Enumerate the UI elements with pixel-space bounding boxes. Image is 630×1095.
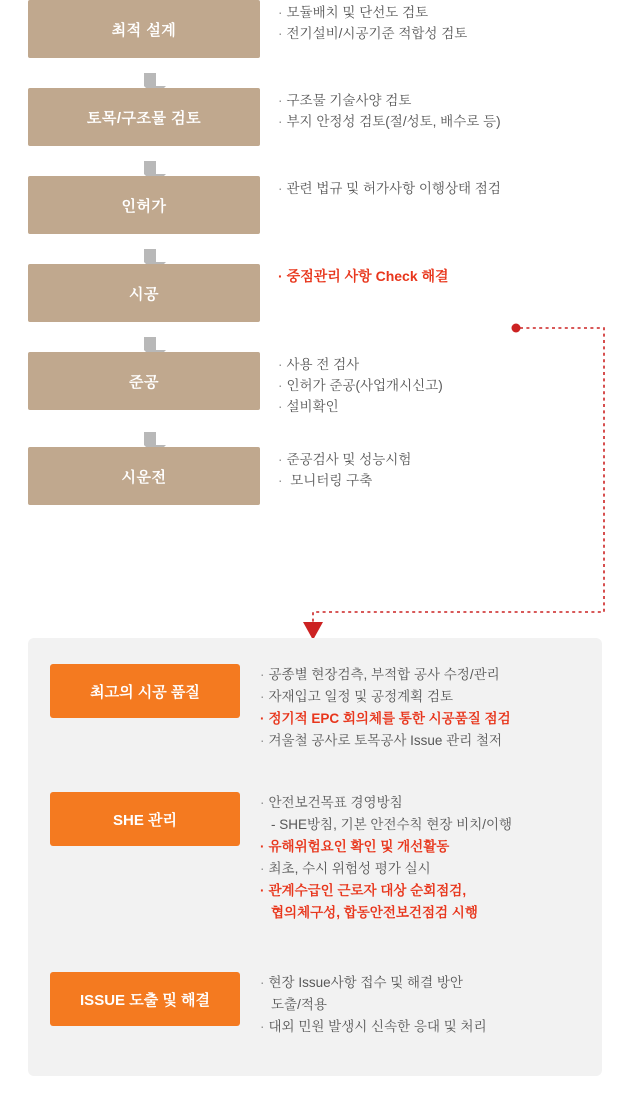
desc-line	[260, 730, 511, 752]
desc-line	[260, 858, 512, 880]
focus-management-panel	[28, 638, 602, 1076]
flow-row	[0, 88, 630, 146]
bullet-icon: ·	[260, 795, 265, 810]
desc-line-highlight	[260, 708, 511, 730]
bullet-icon: ·	[278, 452, 283, 467]
bullet-icon: ·	[260, 839, 265, 854]
arrow-stem	[144, 73, 156, 86]
panel-row-quality	[50, 664, 511, 752]
desc-line-highlight	[278, 266, 630, 287]
desc-text: 구조물 기술사양 검토	[286, 93, 412, 108]
flow-row	[0, 447, 630, 505]
stage-box-commissioning[interactable]: 시운전	[28, 447, 260, 505]
desc-text: 안전보건목표 경영방침	[268, 795, 403, 810]
desc-line-highlight	[260, 836, 512, 858]
arrow-down-icon	[0, 146, 288, 176]
desc-text: 부지 안정성 검토(절/성토, 배수로 등)	[286, 114, 501, 129]
stage-box-optimal-design[interactable]: 최적 설계	[28, 0, 260, 58]
bullet-icon: ·	[278, 26, 283, 41]
bullet-icon: ·	[278, 378, 283, 393]
bullet-icon: ·	[278, 93, 283, 108]
desc-line	[278, 90, 630, 111]
desc-line	[260, 814, 512, 836]
bullet-icon: ·	[278, 181, 283, 196]
tag-box-best-construction-quality[interactable]: 최고의 시공 품질	[50, 664, 240, 718]
arrow-stem	[144, 249, 156, 262]
desc-text: 정기적 EPC 회의체를 통한 시공품질 점검	[268, 711, 511, 726]
arrow-down-icon	[0, 234, 288, 264]
desc-line	[260, 972, 487, 994]
desc-line	[278, 396, 630, 417]
bullet-icon: ·	[260, 883, 265, 898]
desc-line-highlight	[260, 902, 512, 924]
stage-box-completion[interactable]: 준공	[28, 352, 260, 410]
panel-row-issue	[50, 972, 487, 1038]
desc-text: 겨울철 공사로 토목공사 Issue 관리 철저	[268, 733, 503, 748]
bullet-icon: ·	[278, 114, 283, 129]
desc-text: 도출/적용	[271, 997, 327, 1012]
panel-desc-quality	[260, 664, 511, 752]
bullet-icon: ·	[260, 711, 265, 726]
desc-text: 전기설비/시공기준 적합성 검토	[286, 26, 468, 41]
desc-text: 모듈배치 및 단선도 검토	[286, 5, 429, 20]
desc-text: 인허가 준공(사업개시신고)	[286, 378, 443, 393]
desc-line	[260, 686, 511, 708]
desc-line	[260, 664, 511, 686]
desc-line	[278, 111, 630, 132]
desc-line	[278, 375, 630, 396]
bullet-icon: ·	[278, 5, 283, 20]
desc-line	[278, 354, 630, 375]
tag-box-she-management[interactable]: SHE 관리	[50, 792, 240, 846]
flow-row	[0, 264, 630, 322]
bullet-icon: ·	[278, 268, 283, 284]
desc-text: - SHE방침, 기본 안전수칙 현장 비치/이행	[271, 817, 513, 832]
bullet-icon: ·	[278, 357, 283, 372]
bullet-icon: ·	[278, 473, 283, 488]
bullet-icon: ·	[260, 861, 265, 876]
desc-text: 중점관리 사항 Check 해결	[286, 268, 449, 284]
bullet-icon: ·	[278, 399, 283, 414]
arrow-down-icon	[0, 58, 288, 88]
desc-text: 협의체구성, 합동안전보건점검 시행	[271, 905, 478, 920]
process-flow	[0, 0, 630, 505]
bullet-icon: ·	[260, 667, 265, 682]
desc-text: 자재입고 일정 및 공정계획 검토	[268, 689, 454, 704]
stage-box-permit[interactable]: 인허가	[28, 176, 260, 234]
stage-desc-commissioning	[278, 447, 630, 491]
stage-desc-civil-structure-review	[278, 88, 630, 132]
panel-desc-issue	[260, 972, 487, 1038]
stage-desc-permit	[278, 176, 630, 199]
desc-text: 준공검사 및 성능시험	[286, 452, 412, 467]
arrow-down-icon	[0, 417, 288, 447]
desc-line	[260, 1016, 487, 1038]
desc-text: 모니터링 구축	[286, 473, 373, 488]
stage-desc-optimal-design	[278, 0, 630, 44]
flow-row	[0, 352, 630, 417]
arrow-stem	[144, 432, 156, 445]
bullet-icon: ·	[260, 689, 265, 704]
arrow-down-icon	[0, 322, 288, 352]
flow-row	[0, 176, 630, 234]
desc-text: 관계수급인 근로자 대상 순회점검,	[268, 883, 467, 898]
desc-line	[278, 2, 630, 23]
arrow-stem	[144, 161, 156, 174]
bullet-icon: ·	[260, 975, 265, 990]
bullet-icon: ·	[260, 733, 265, 748]
desc-line	[278, 449, 630, 470]
desc-line	[278, 178, 630, 199]
stage-box-civil-structure-review[interactable]: 토목/구조물 검토	[28, 88, 260, 146]
stage-desc-completion	[278, 352, 630, 417]
tag-box-issue-resolution[interactable]: ISSUE 도출 및 해결	[50, 972, 240, 1026]
stage-box-construction[interactable]: 시공	[28, 264, 260, 322]
desc-text: 유해위험요인 확인 및 개선활동	[268, 839, 450, 854]
desc-text: 최초, 수시 위험성 평가 실시	[268, 861, 431, 876]
stage-desc-construction	[278, 264, 630, 287]
arrow-stem	[144, 337, 156, 350]
panel-desc-she	[260, 792, 512, 924]
desc-line	[278, 470, 630, 491]
desc-text: 설비확인	[286, 399, 339, 414]
panel-row-she	[50, 792, 512, 924]
desc-text: 관련 법규 및 허가사항 이행상태 점검	[286, 181, 501, 196]
desc-text: 대외 민원 발생시 신속한 응대 및 처리	[268, 1019, 487, 1034]
desc-line-highlight	[260, 880, 512, 902]
desc-line	[260, 994, 487, 1016]
desc-text: 현장 Issue사항 접수 및 해결 방안	[268, 975, 463, 990]
bullet-icon: ·	[260, 1019, 265, 1034]
desc-line	[260, 792, 512, 814]
desc-line	[278, 23, 630, 44]
desc-text: 공종별 현장검측, 부적합 공사 수정/관리	[268, 667, 500, 682]
desc-text: 사용 전 검사	[286, 357, 360, 372]
flow-row	[0, 0, 630, 58]
